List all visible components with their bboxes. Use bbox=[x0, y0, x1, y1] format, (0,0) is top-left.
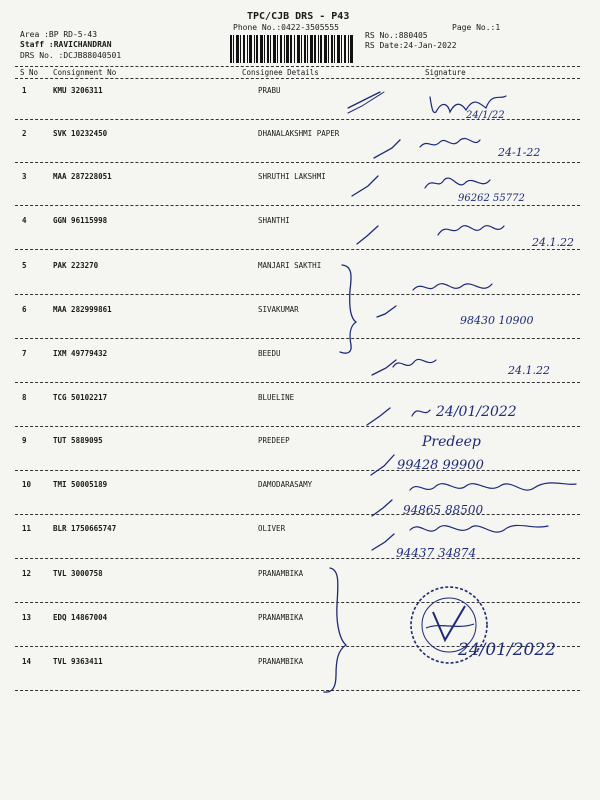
page-number: Page No.:1 bbox=[452, 23, 501, 32]
row-divider bbox=[15, 205, 580, 206]
row-sno: 14 bbox=[22, 657, 32, 666]
signature-2-date: 24-1-22 bbox=[498, 146, 541, 159]
row-sno: 5 bbox=[22, 261, 27, 270]
row-sno: 9 bbox=[22, 436, 27, 445]
row-consignment: KMU 3206311 bbox=[53, 86, 103, 95]
row-divider bbox=[15, 249, 580, 250]
row-divider bbox=[15, 294, 580, 295]
row-consignment: TMI 50005189 bbox=[53, 480, 108, 489]
row-divider bbox=[15, 470, 580, 471]
area-field: Area :BP RD-5-43 bbox=[20, 30, 98, 39]
row-consignment: TVL 3000758 bbox=[53, 569, 103, 578]
barcode-icon bbox=[228, 34, 356, 64]
row-sno: 10 bbox=[22, 480, 32, 489]
row-consignment: BLR 1750665747 bbox=[53, 524, 117, 533]
row-consignment: IXM 49779432 bbox=[53, 349, 108, 358]
signature-3-phone: 96262 55772 bbox=[458, 193, 525, 204]
row-consignment: SVK 10232450 bbox=[53, 129, 108, 138]
phone-number: Phone No.:0422-3505555 bbox=[233, 23, 339, 32]
signature-14-date: 24/01/2022 bbox=[458, 640, 556, 660]
row-consignment: TUT 5889095 bbox=[53, 436, 103, 445]
signature-6-phone: 98430 10900 bbox=[460, 314, 534, 327]
row-consignment: MAA 287228051 bbox=[53, 172, 112, 181]
col-header-consignment: Consignment No bbox=[53, 68, 117, 77]
row-sno: 2 bbox=[22, 129, 27, 138]
row-sno: 11 bbox=[22, 524, 32, 533]
row-consignee: OLIVER bbox=[258, 524, 286, 533]
row-consignee: SHANTHI bbox=[258, 216, 290, 225]
row-divider bbox=[15, 338, 580, 339]
rs-date: RS Date:24-Jan-2022 bbox=[365, 41, 457, 50]
row-divider bbox=[15, 602, 580, 603]
row-consignee: BEEDU bbox=[258, 349, 281, 358]
row-consignee: PRANAMBIKA bbox=[258, 613, 304, 622]
row-consignee: BLUELINE bbox=[258, 393, 295, 402]
row-sno: 13 bbox=[22, 613, 32, 622]
row-divider bbox=[15, 162, 580, 163]
row-consignee: DHANALAKSHMI PAPER bbox=[258, 129, 340, 138]
signature-4-date: 24.1.22 bbox=[532, 236, 574, 249]
rs-number: RS No.:880405 bbox=[365, 31, 428, 40]
signature-11-phone: 94437 34874 bbox=[396, 546, 477, 560]
column-divider bbox=[15, 78, 580, 79]
col-header-sno: S No bbox=[20, 68, 39, 77]
col-header-consignee: Consignee Details bbox=[242, 68, 319, 77]
row-divider bbox=[15, 426, 580, 427]
row-sno: 7 bbox=[22, 349, 27, 358]
row-consignee: MANJARI SAKTHI bbox=[258, 261, 322, 270]
row-consignment: EDQ 14867004 bbox=[53, 613, 108, 622]
row-consignee: PRANAMBIKA bbox=[258, 657, 304, 666]
row-consignment: GGN 96115998 bbox=[53, 216, 108, 225]
signature-9-name: Predeep bbox=[422, 434, 481, 450]
row-sno: 6 bbox=[22, 305, 27, 314]
row-consignee: SIVAKUMAR bbox=[258, 305, 299, 314]
row-consignee: DAMODARASAMY bbox=[258, 480, 313, 489]
row-divider bbox=[15, 382, 580, 383]
row-sno: 1 bbox=[22, 86, 27, 95]
row-divider bbox=[15, 690, 580, 691]
row-sno: 8 bbox=[22, 393, 27, 402]
row-consignee: PRANAMBIKA bbox=[258, 569, 304, 578]
signature-8-date: 24/01/2022 bbox=[436, 404, 517, 420]
row-consignee: PREDEEP bbox=[258, 436, 290, 445]
drs-number: DRS No. :DCJB88040501 bbox=[20, 51, 122, 60]
row-sno: 4 bbox=[22, 216, 27, 225]
row-consignment: TVL 9363411 bbox=[53, 657, 103, 666]
col-header-signature: Signature bbox=[425, 68, 466, 77]
row-divider bbox=[15, 514, 580, 515]
row-consignee: PRABU bbox=[258, 86, 281, 95]
row-divider bbox=[15, 558, 580, 559]
staff-field: Staff :RAVICHANDRAN bbox=[20, 40, 112, 49]
row-consignment: PAK 223270 bbox=[53, 261, 99, 270]
sheet-title: TPC/CJB DRS - P43 bbox=[247, 11, 350, 22]
signature-10-phone: 94865 88500 bbox=[403, 503, 484, 517]
header-divider bbox=[15, 66, 580, 67]
row-consignment: MAA 282999861 bbox=[53, 305, 112, 314]
row-consignee: SHRUTHI LAKSHMI bbox=[258, 172, 326, 181]
row-sno: 12 bbox=[22, 569, 32, 578]
row-sno: 3 bbox=[22, 172, 27, 181]
signature-9-phone: 99428 99900 bbox=[397, 458, 484, 473]
signature-1-date: 24/1/22 bbox=[466, 110, 505, 121]
signature-7-date: 24.1.22 bbox=[508, 364, 550, 377]
row-consignment: TCG 50102217 bbox=[53, 393, 108, 402]
